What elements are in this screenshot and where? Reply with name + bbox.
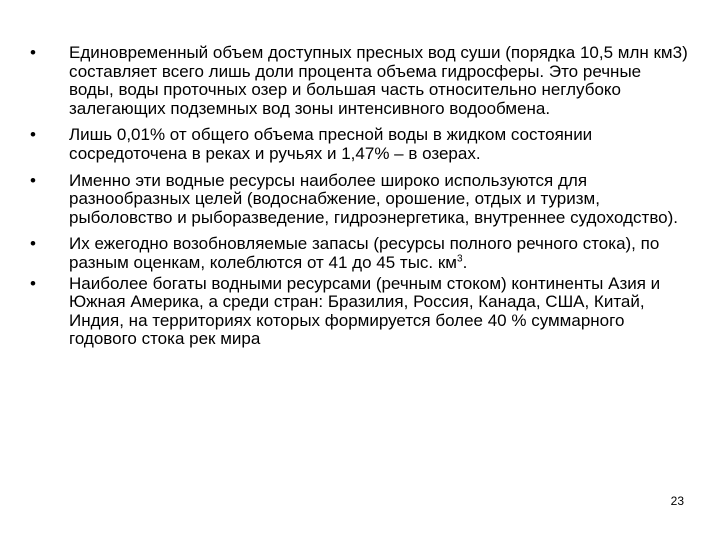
bullet-item xyxy=(30,172,690,228)
bullet-marker: • xyxy=(30,234,36,254)
superscript: 3 xyxy=(457,253,463,265)
bullet-item xyxy=(30,235,690,272)
bullet-marker: • xyxy=(30,125,36,145)
bullet-marker: • xyxy=(30,273,36,293)
bullet-text: Лишь 0,01% от общего объема пресной воды в жидком состоянии сосредоточена в реках и ручьях и 1,47% – в озерах. xyxy=(69,125,593,163)
bullet-text: Единовременный объем доступных пресных вод суши (порядка 10,5 млн км3) составляет всего лишь доли процента объема гидросферы. Это речные воды, воды проточных озер и большая часть относительно неглубоко залегающих подземных вод зоны интенсивного водообмена. xyxy=(69,43,688,118)
bullet-marker: • xyxy=(30,170,36,190)
bullet-list xyxy=(30,44,690,357)
bullet-item xyxy=(30,126,690,163)
bullet-text: Их ежегодно возобновляемые запасы (ресурсы полного речного стока), по разным оценкам, колеблются от 41 до 45 тыс. км xyxy=(69,234,660,272)
bullet-text-tail: . xyxy=(462,252,468,272)
bullet-item xyxy=(30,275,690,349)
bullet-text: Именно эти водные ресурсы наиболее широко используются для разнообразных целей (водоснабжение, орошение, отдых и туризм, рыболовство и рыборазведение, гидроэнергетика, внутреннее судоходство). xyxy=(69,170,679,227)
page-number: 23 xyxy=(670,494,684,508)
bullet-item xyxy=(30,44,690,118)
bullet-text: Наиболее богаты водными ресурсами (речным стоком) континенты Азия и Южная Америка, а среди стран: Бразилия, Россия, Канада, США, Китай, Индия, на территориях которых формируется более 40 % суммарного годового стока рек мира xyxy=(69,273,661,349)
bullet-marker: • xyxy=(30,43,36,62)
